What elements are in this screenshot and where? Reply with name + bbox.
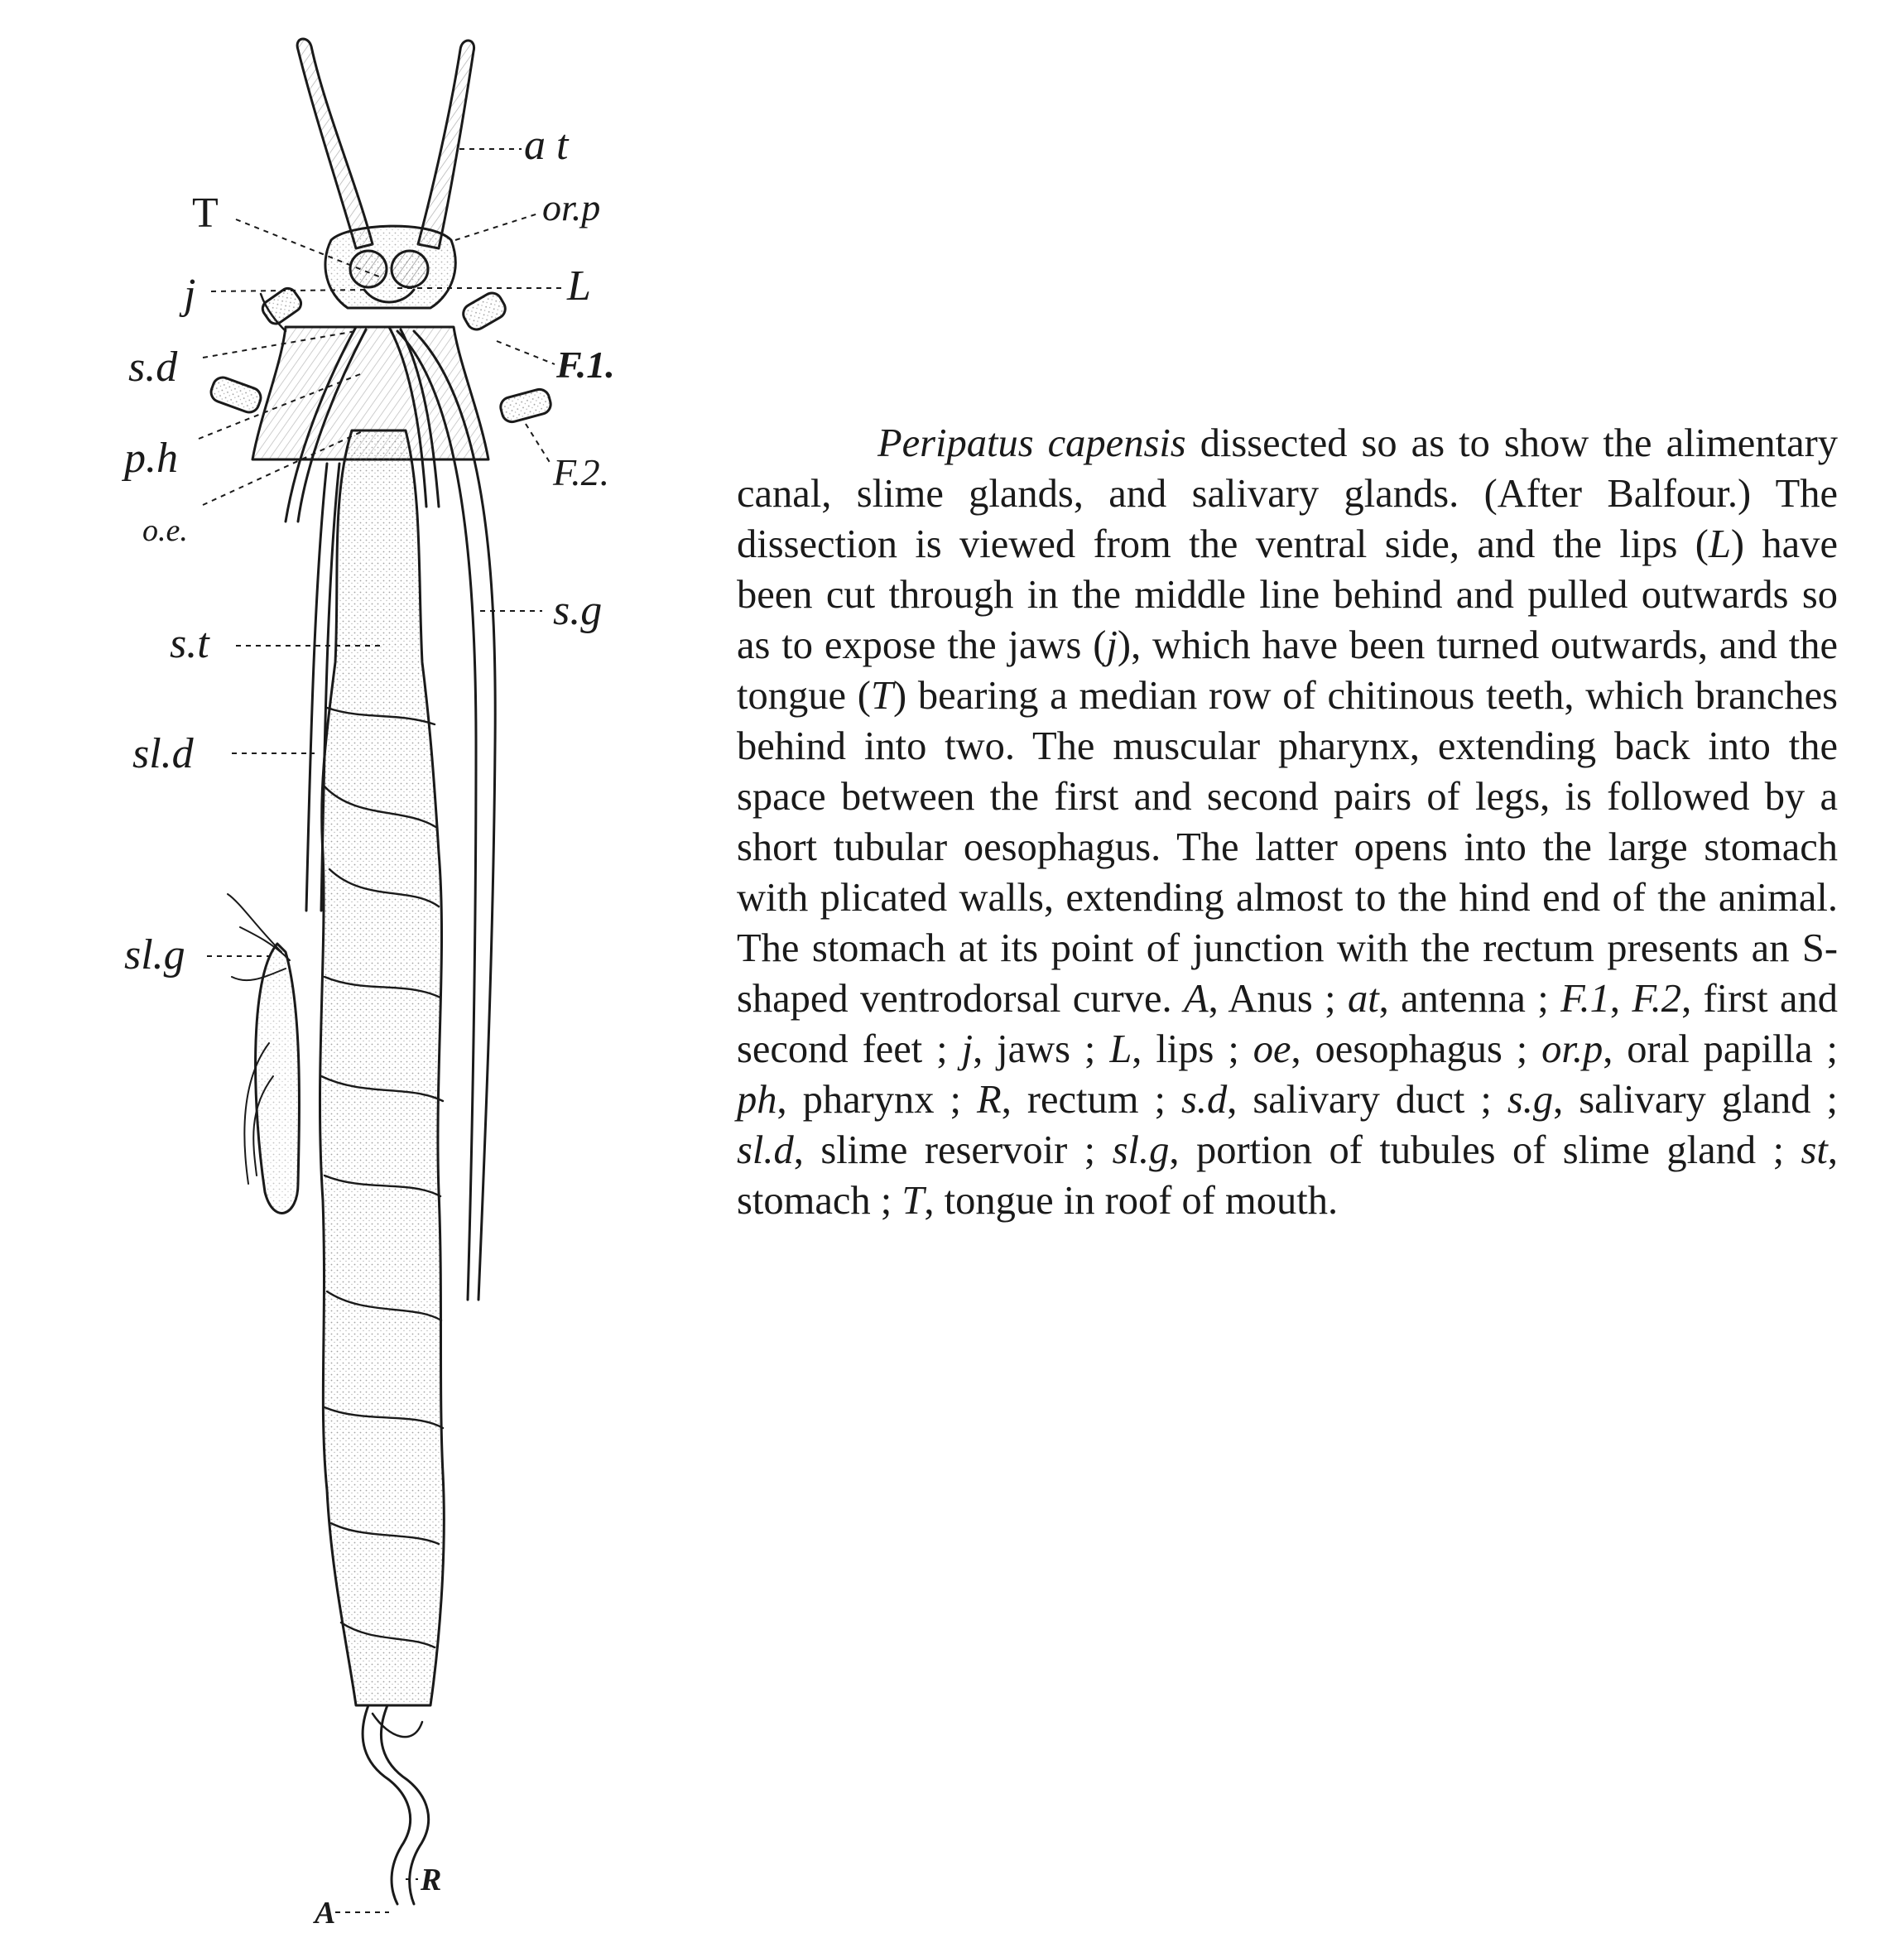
label-R: R: [421, 1863, 442, 1897]
key-st: st: [1801, 1128, 1828, 1172]
label-st: s.t: [170, 620, 209, 667]
key-T: T: [902, 1179, 925, 1223]
head: [325, 226, 455, 308]
key-sld: sl.d: [737, 1128, 794, 1172]
label-sld: sl.d: [132, 730, 194, 777]
key-orp: or.p: [1541, 1027, 1603, 1071]
peripatus-illustration: [0, 0, 728, 1954]
leader-F2: [526, 424, 551, 464]
key-ph: ph: [737, 1078, 777, 1122]
leader-orp: [455, 214, 538, 240]
leader-F1: [497, 341, 555, 364]
label-T: T: [192, 190, 219, 237]
first-foot-right-pad: [459, 290, 508, 334]
label-slg: sl.g: [124, 931, 185, 978]
label-sd: s.d: [128, 344, 178, 391]
label-j: j: [184, 271, 196, 318]
lip-right: [392, 251, 428, 287]
label-at: a t: [524, 122, 569, 169]
second-foot-right-pad: [498, 387, 553, 425]
key-sd: s.d: [1180, 1078, 1228, 1122]
stomach: [320, 430, 444, 1705]
label-orp: or.p: [542, 186, 601, 228]
label-A: A: [315, 1896, 336, 1931]
key-sg: s.g: [1507, 1078, 1554, 1122]
label-sg: s.g: [553, 587, 603, 634]
key-at: at: [1347, 977, 1379, 1021]
figure-caption: [737, 418, 1838, 1226]
key-F1: F.1: [1560, 977, 1610, 1021]
label-F1: F.1.: [556, 344, 615, 386]
key-F2: F.2: [1632, 977, 1682, 1021]
key-oe: oe: [1253, 1027, 1291, 1071]
key-L: L: [1109, 1027, 1132, 1071]
slime-gland-loop: [256, 944, 300, 1213]
species-name: Peripatus capensis: [877, 421, 1186, 465]
key-A: A: [1183, 977, 1209, 1021]
key-R: R: [977, 1078, 1002, 1122]
caption-paragraph: Peripatus capensis dissected so as to show the alimentary canal, slime glands, and salivary glands. (After Balfour.) The dissection is viewed from the ventral side, and the lips (L) have been cut through in the middle line behind and pulled outwards so as to expose the jaws (j), which have been turned outwards, and the tongue (T) bearing a median row of chitinous teeth, which branches behind into two. The muscular pharynx, extending back into the space between the first and second pairs of legs, is followed by a short tubular oesophagus. The latter opens into the large stomach with plicated walls, extending almost to the hind end of the animal. The stomach at its point of junction with the rectum presents an S-shaped ventrodorsal curve. A, Anus ; at, antenna ; F.1, F.2, first and second feet ; j, jaws ; L, lips ; oe, oesophagus ; or.p, oral papilla ; ph, pharynx ; R, rectum ; s.d, salivary duct ; s.g, salivary gland ; sl.d, slime reservoir ; sl.g, portion of tubules of slime gland ; st, stomach ; T, tongue in roof of mouth.: [737, 421, 1839, 1223]
dissection-figure: [0, 0, 728, 1954]
label-ph: p.h: [124, 435, 178, 482]
key-j: j: [961, 1027, 974, 1071]
right-antenna: [418, 41, 474, 248]
lip-left: [350, 251, 387, 287]
label-L: L: [567, 262, 591, 310]
key-slg: sl.g: [1112, 1128, 1170, 1172]
label-oe: o.e.: [142, 513, 188, 548]
second-foot-left-pad: [209, 375, 264, 416]
left-antenna: [297, 39, 373, 248]
label-F2: F.2.: [553, 451, 610, 493]
